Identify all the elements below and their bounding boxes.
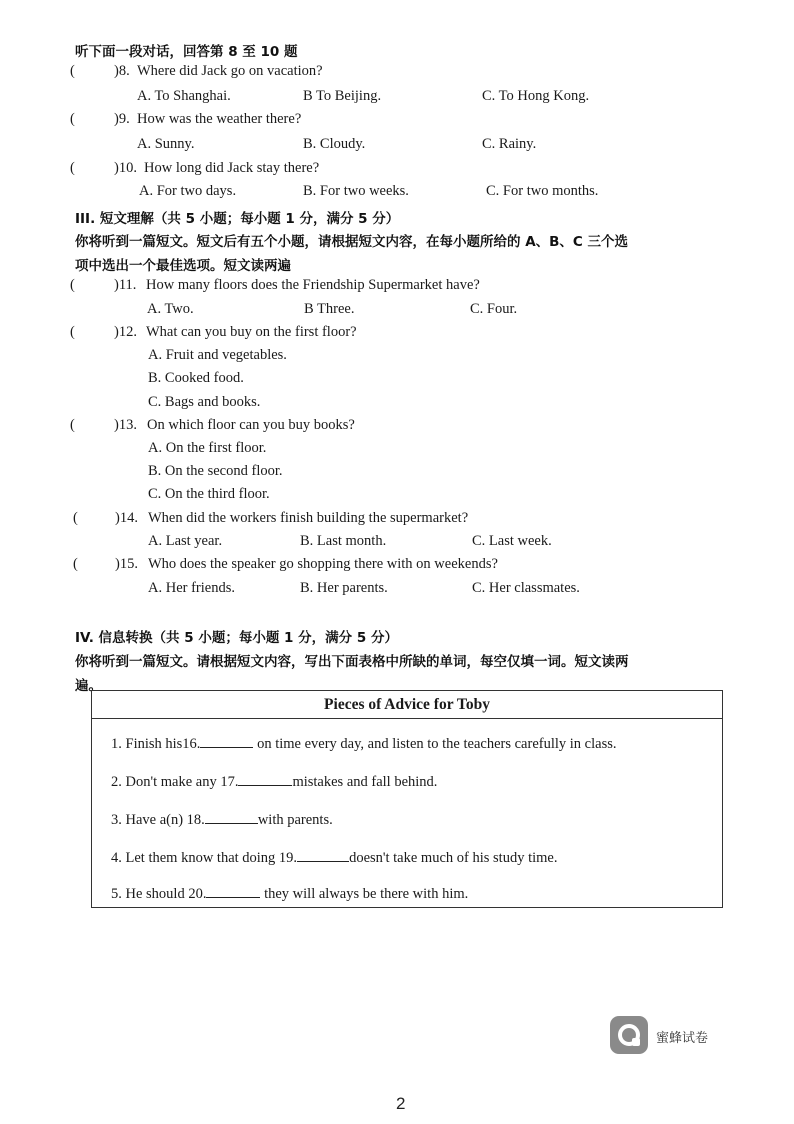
q15-option-a: A. Her friends.: [148, 580, 235, 596]
q15-option-c: C. Her classmates.: [472, 580, 580, 596]
answer-paren-9[interactable]: (: [70, 111, 75, 127]
question-12-number: )12.: [114, 324, 137, 340]
answer-paren-15[interactable]: (: [73, 556, 78, 572]
advice-table: [91, 690, 723, 908]
advice-row-5: [111, 885, 468, 903]
advice-row-5-prefix: 5. He should 20.: [111, 886, 207, 902]
blank-20[interactable]: [206, 885, 260, 898]
section-4-instruction-line2: 遍。: [75, 678, 102, 694]
advice-row-3: [111, 811, 333, 829]
advice-row-3-suffix: with parents.: [257, 812, 333, 828]
q14-option-c: C. Last week.: [472, 533, 552, 549]
section-4-title: IV. 信息转换（共 5 小题；每小题 1 分，满分 5 分）: [75, 630, 398, 646]
q14-option-b: B. Last month.: [300, 533, 387, 549]
advice-row-1: [111, 735, 616, 753]
q8-option-c: C. To Hong Kong.: [482, 88, 590, 104]
answer-paren-8[interactable]: (: [70, 63, 75, 79]
q13-option-b: B. On the second floor.: [148, 463, 283, 479]
q9-option-a: A. Sunny.: [137, 136, 195, 152]
advice-row-5-suffix: they will always be there with him.: [260, 886, 469, 902]
section-3-instruction-line2: 项中选出一个最佳选项。短文读两遍: [75, 258, 291, 274]
q10-option-a: A. For two days.: [139, 183, 237, 199]
question-14-number: )14.: [115, 510, 138, 526]
advice-row-4: [111, 849, 557, 867]
advice-row-2-prefix: 2. Don't make any 17.: [111, 774, 239, 790]
q12-option-c: C. Bags and books.: [148, 394, 261, 410]
answer-paren-11[interactable]: (: [70, 277, 75, 293]
advice-row-4-prefix: 4. Let them know that doing 19.: [111, 850, 298, 866]
advice-table-title: Pieces of Advice for Toby: [92, 691, 722, 719]
section-3-title: III. 短文理解（共 5 小题；每小题 1 分，满分 5 分）: [75, 211, 400, 227]
question-9-number: )9.: [114, 111, 130, 127]
q8-option-a: A. To Shanghai.: [137, 88, 231, 104]
q10-option-c: C. For two months.: [486, 183, 599, 199]
question-11-text: How many floors does the Friendship Supermarket have?: [146, 277, 480, 293]
blank-16[interactable]: [200, 735, 253, 748]
advice-row-2: [111, 773, 437, 791]
question-10-number: )10.: [114, 160, 137, 176]
q8-option-b: B To Beijing.: [303, 88, 382, 104]
question-15-number: )15.: [115, 556, 138, 572]
answer-paren-13[interactable]: (: [70, 417, 75, 433]
q15-option-b: B. Her parents.: [300, 580, 388, 596]
question-14-text: When did the workers finish building the supermarket?: [148, 510, 469, 526]
q13-option-c: C. On the third floor.: [148, 486, 270, 502]
q12-option-a: A. Fruit and vegetables.: [148, 347, 287, 363]
question-12-text: What can you buy on the first floor?: [146, 324, 357, 340]
page-number: 2: [396, 1094, 406, 1113]
q11-option-c: C. Four.: [470, 301, 518, 317]
advice-row-4-suffix: doesn't take much of his study time.: [349, 850, 558, 866]
q14-option-a: A. Last year.: [148, 533, 223, 549]
question-8-number: )8.: [114, 63, 130, 79]
q9-option-b: B. Cloudy.: [303, 136, 366, 152]
section-3-instruction-line1: 你将听到一篇短文。短文后有五个小题，请根据短文内容，在每小题所给的 A、B、C 三个选: [75, 234, 629, 250]
dialogue-instruction: 听下面一段对话，回答第 8 至 10 题: [75, 44, 298, 60]
q11-option-a: A. Two.: [147, 301, 194, 317]
q9-option-c: C. Rainy.: [482, 136, 537, 152]
advice-row-2-suffix: mistakes and fall behind.: [292, 774, 438, 790]
question-11-number: )11.: [114, 277, 137, 293]
blank-18[interactable]: [205, 811, 258, 824]
question-9-text: How was the weather there?: [137, 111, 302, 127]
question-13-number: )13.: [114, 417, 137, 433]
blank-19[interactable]: [297, 849, 349, 862]
q12-option-b: B. Cooked food.: [148, 370, 244, 386]
question-8-text: Where did Jack go on vacation?: [137, 63, 323, 79]
brand-label: 蜜蜂试卷: [656, 1031, 709, 1046]
answer-paren-10[interactable]: (: [70, 160, 75, 176]
advice-row-1-suffix: on time every day, and listen to the teachers carefully in class.: [253, 736, 617, 752]
q11-option-b: B Three.: [304, 301, 355, 317]
answer-paren-12[interactable]: (: [70, 324, 75, 340]
question-10-text: How long did Jack stay there?: [144, 160, 320, 176]
section-4-instruction-line1: 你将听到一篇短文。请根据短文内容，写出下面表格中所缺的单词，每空仅填一词。短文读两: [75, 654, 629, 670]
advice-row-3-prefix: 3. Have a(n) 18.: [111, 812, 205, 828]
answer-paren-14[interactable]: (: [73, 510, 78, 526]
q10-option-b: B. For two weeks.: [303, 183, 409, 199]
bee-exam-logo-icon: [610, 1016, 648, 1054]
question-13-text: On which floor can you buy books?: [147, 417, 355, 433]
q13-option-a: A. On the first floor.: [148, 440, 267, 456]
question-15-text: Who does the speaker go shopping there with on weekends?: [148, 556, 498, 572]
blank-17[interactable]: [238, 773, 292, 786]
advice-row-1-prefix: 1. Finish his16.: [111, 736, 201, 752]
